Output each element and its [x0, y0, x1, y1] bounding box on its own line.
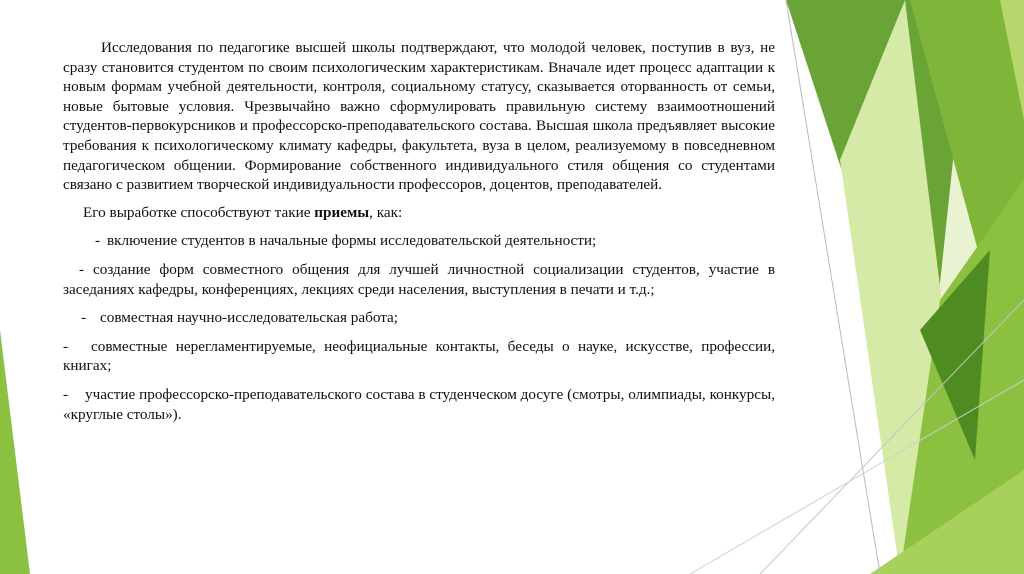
- list-item-text: участие профессорско-преподавательского состава в студенческом досуге (смотры, олимпиады, конкурсы, «круглые столы»).: [63, 385, 775, 423]
- list-dash: -: [63, 337, 69, 355]
- main-paragraph: Исследования по педагогике высшей школы подтверждают, что молодой человек, поступив в вуз, не сразу становится студентом по своим психологическим характеристикам. Вначале идет процесс адаптации к новым формам учебной деятельности, контроля, социальному статусу, сказывается оторванность от семьи, новые бытовые условия. Чрезвычайно важно сформулировать правильную систему взаимоотношений студентов-первокурсников и профессорско-преподавательского состава. Высшая школа предъявляет высокие требования к психологическому климату кафедры, факультета, вуза в целом, реализуемому в повседневном педагогическом общении. Формирование собственного индивидуального стиля общения со студентами связано с развитием творческой индивидуальности профессоров, доцентов, преподавателей.: [63, 39, 775, 194]
- slide-text-body: [63, 38, 775, 433]
- list-item: [63, 385, 775, 424]
- techniques-intro: [63, 203, 775, 223]
- list-item-text: совместная научно-исследовательская работа;: [100, 309, 399, 327]
- list-dash: -: [79, 260, 85, 278]
- list-dash: -: [81, 309, 87, 327]
- list-item-text: совместные нерегламентируемые, неофициальные контакты, беседы о науке, искусстве, профессии, книгах;: [63, 337, 775, 375]
- left-green-sliver: [0, 330, 30, 574]
- intro-bold-word: приемы: [314, 203, 370, 221]
- list-item-text: включение студентов в начальные формы исследовательской деятельности;: [107, 232, 597, 250]
- list-item: [63, 231, 775, 251]
- list-item: [63, 260, 775, 299]
- intro-text: Его выработке способствуют такие: [83, 203, 315, 221]
- list-dash: -: [95, 232, 101, 250]
- list-item: [63, 308, 775, 328]
- list-dash: -: [63, 385, 69, 403]
- intro-suffix: , как:: [369, 203, 403, 221]
- list-item: [63, 337, 775, 376]
- list-item-text: создание форм совместного общения для лучшей личностной социализации студентов, участие в заседаниях кафедры, конференциях, лекциях среди населения, выступления в печати и т.д.;: [63, 260, 775, 298]
